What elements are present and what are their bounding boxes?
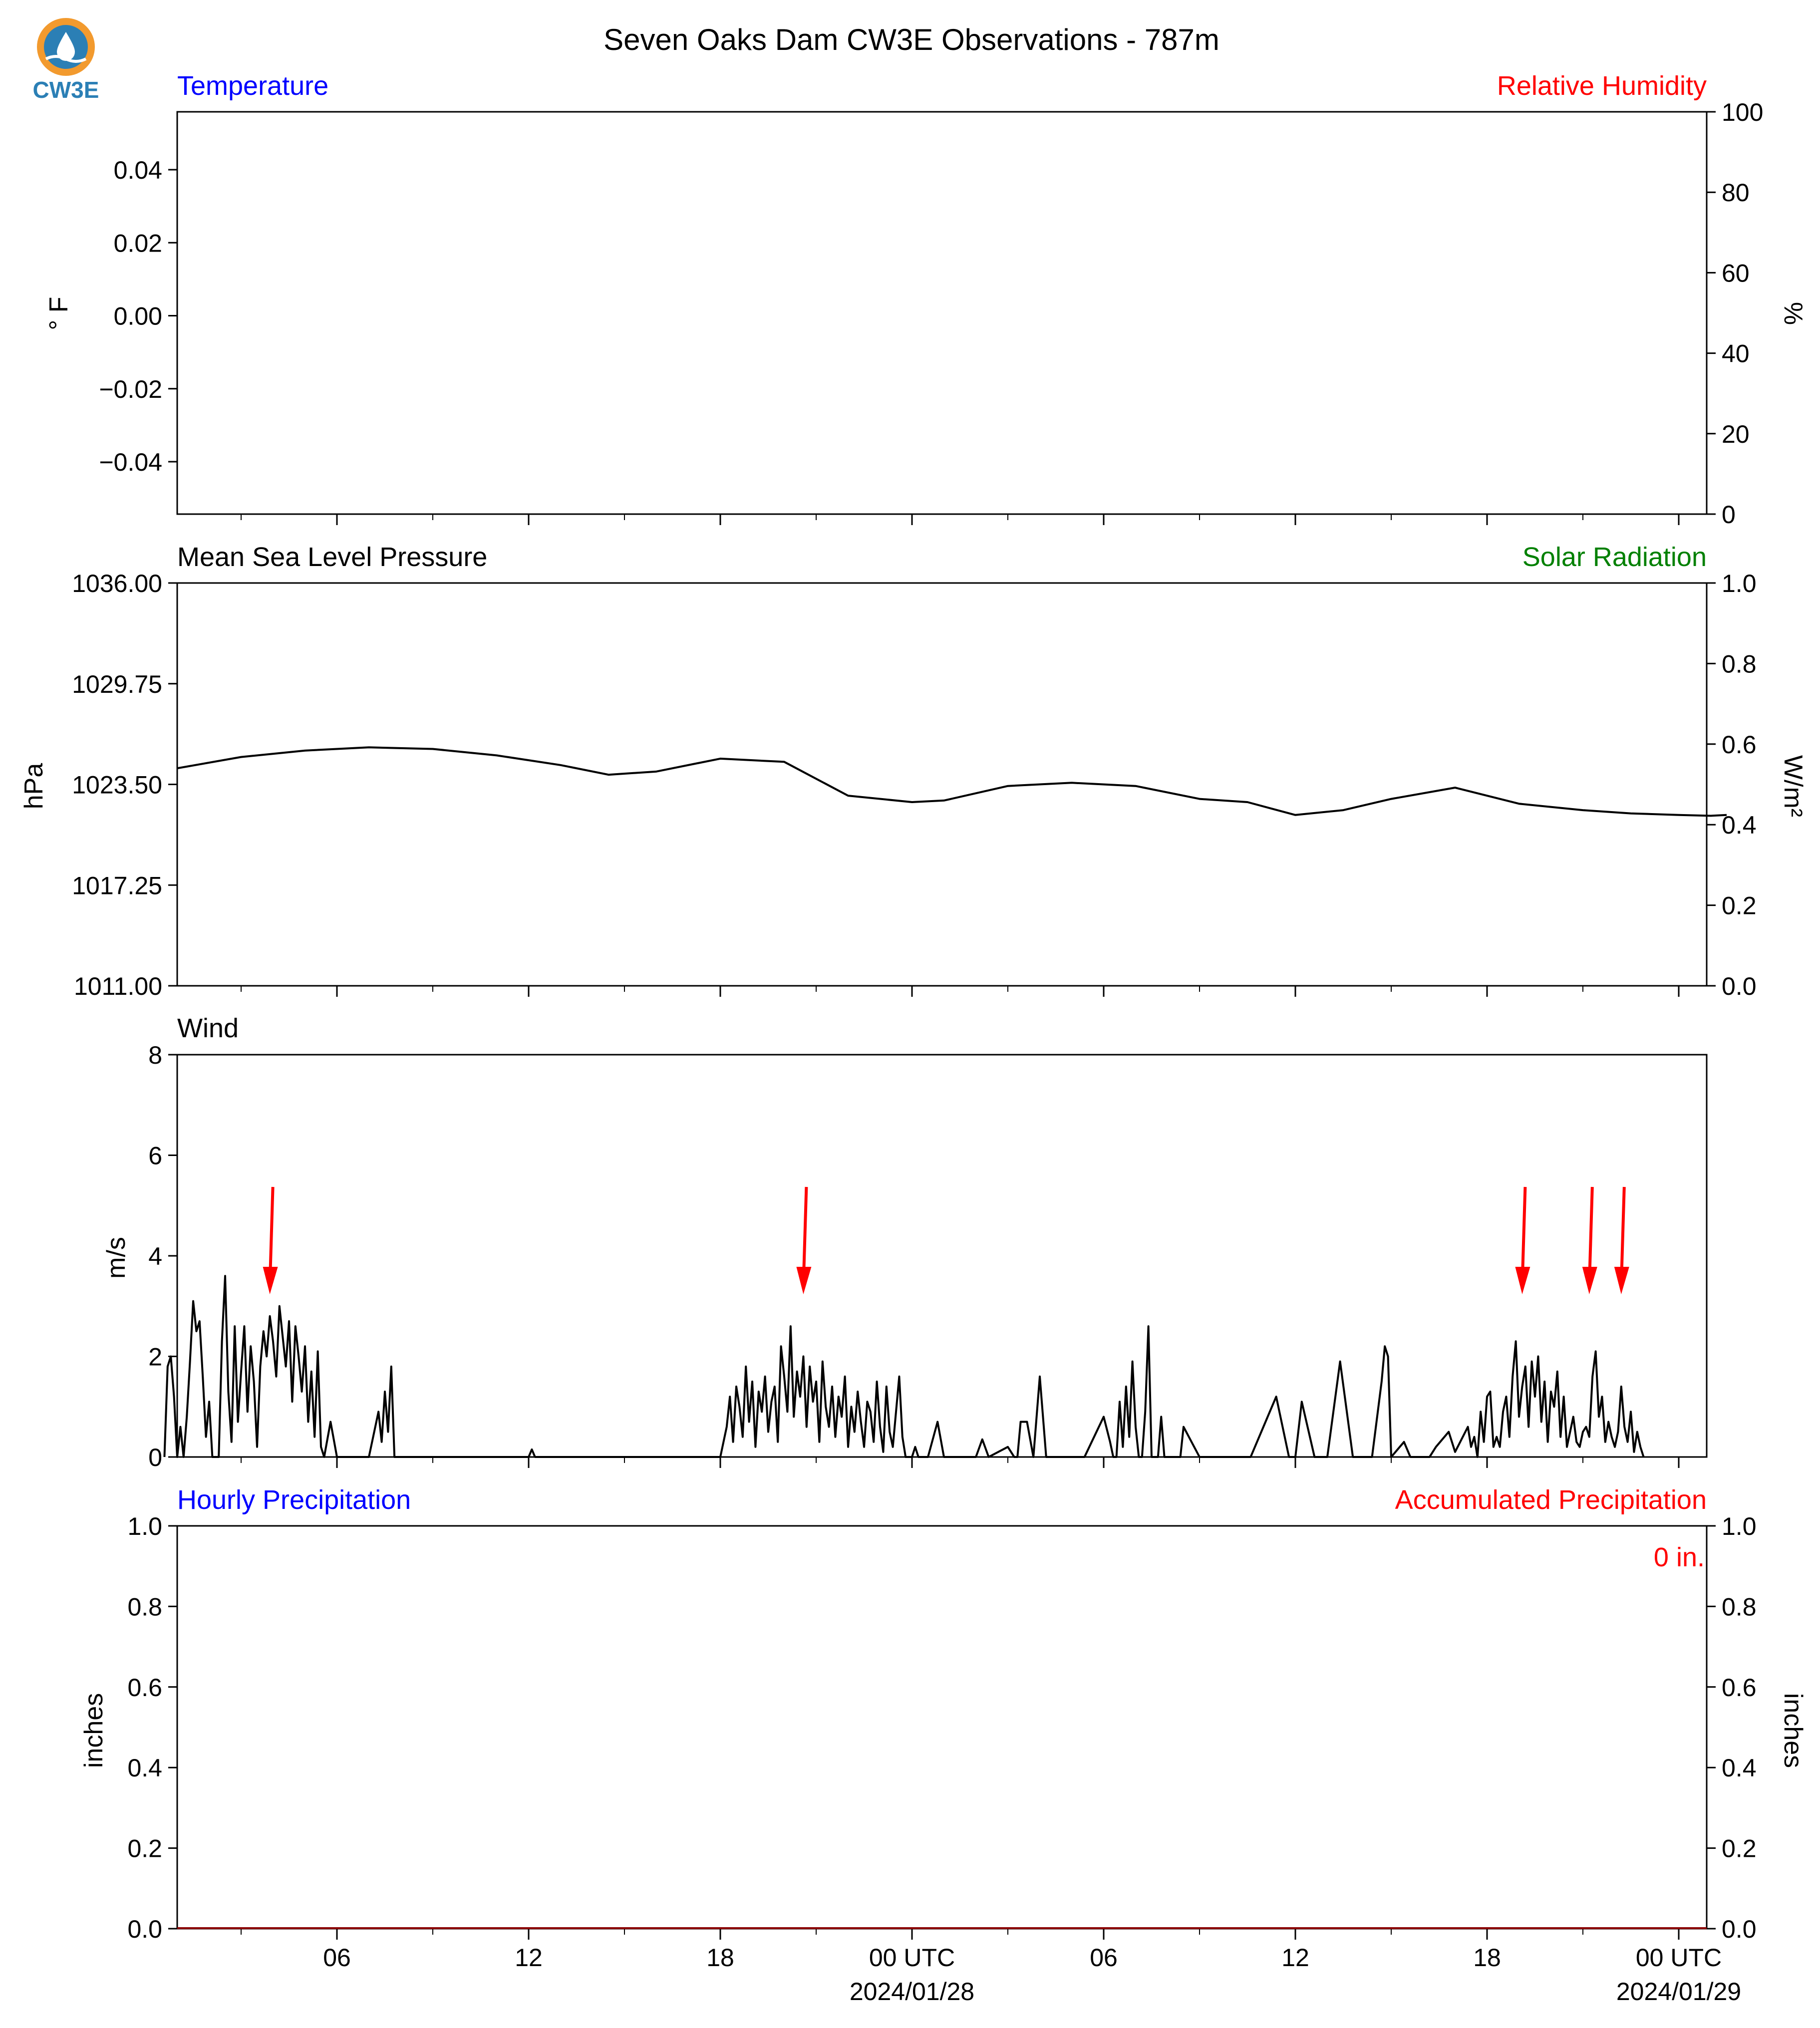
x-tick-label: 12	[515, 1944, 543, 1972]
y-right-tick-label: 80	[1722, 179, 1750, 207]
y-tick-label: 1011.00	[73, 972, 162, 1000]
x-tick-label: 00 UTC	[1635, 1944, 1722, 1972]
y-tick-label: −0.04	[99, 448, 162, 476]
y-right-tick-label: 0.4	[1722, 811, 1757, 840]
y-tick-label: 0.04	[113, 156, 162, 184]
hourly-precip-title: Hourly Precipitation	[177, 1485, 411, 1515]
logo-text: CW3E	[32, 77, 99, 103]
y-right-tick-label: 0.0	[1722, 1915, 1757, 1943]
wind-title: Wind	[177, 1013, 239, 1043]
y-tick-label: 1017.25	[72, 871, 162, 900]
red-arrow-shaft	[1590, 1187, 1592, 1269]
x-date-label: 2024/01/29	[1616, 1978, 1742, 2006]
red-arrow-shaft	[1522, 1187, 1525, 1269]
y-tick-label: 0.0	[127, 1915, 162, 1943]
x-tick-label: 18	[706, 1944, 734, 1972]
x-tick-label: 06	[1090, 1944, 1118, 1972]
plot-frame	[177, 112, 1707, 514]
y-tick-label: 8	[148, 1041, 162, 1069]
red-arrow-head-icon	[263, 1267, 278, 1294]
y-right-tick-label: 0.0	[1722, 972, 1757, 1000]
pressure-title: Mean Sea Level Pressure	[177, 542, 488, 572]
red-arrow-head-icon	[1614, 1267, 1629, 1294]
y-tick-label: 1036.00	[72, 570, 162, 597]
y-tick-label: 1029.75	[72, 670, 162, 698]
y-right-tick-label: 0.8	[1722, 1593, 1757, 1621]
pressure-solar-series-line	[177, 747, 1727, 816]
cw3e-logo	[33, 18, 99, 103]
figure-title: Seven Oaks Dam CW3E Observations - 787m	[604, 23, 1219, 56]
red-arrow-shaft	[804, 1187, 806, 1269]
y-right-tick-label: 0.6	[1722, 1673, 1757, 1702]
x-tick-label: 06	[323, 1944, 351, 1972]
y-tick-label: 0.4	[127, 1754, 162, 1782]
x-tick-label: 12	[1281, 1944, 1309, 1972]
precipitation-panel	[127, 1512, 1756, 1943]
plot-frame	[177, 1526, 1707, 1929]
red-arrow-head-icon	[1582, 1267, 1597, 1294]
y-tick-label: 0.8	[127, 1593, 162, 1621]
plot-frame	[177, 583, 1707, 986]
y-right-tick-label: 20	[1722, 420, 1750, 448]
y-right-tick-label: 0.2	[1722, 891, 1757, 920]
red-arrow-shaft	[1622, 1187, 1624, 1269]
y-right-tick-label: 0	[1722, 501, 1736, 529]
wind-panel	[148, 1041, 1707, 1471]
pressure-solar-panel	[72, 570, 1756, 1000]
red-arrow-head-icon	[796, 1267, 811, 1294]
y-tick-label: 0.00	[113, 302, 162, 330]
wind-series-line	[164, 1276, 1643, 1457]
y-tick-label: 6	[148, 1142, 162, 1170]
relative-humidity-title: Relative Humidity	[1497, 71, 1707, 101]
y-tick-label: 0	[148, 1444, 162, 1471]
solar-radiation-title: Solar Radiation	[1522, 542, 1707, 572]
y-tick-label: −0.02	[99, 375, 162, 403]
plot-frame	[177, 1055, 1707, 1457]
y-tick-label: 2	[148, 1343, 162, 1371]
y-right-tick-label: 100	[1722, 98, 1764, 126]
x-tick-label: 18	[1473, 1944, 1501, 1972]
y-tick-label: 0.2	[127, 1834, 162, 1863]
y-right-tick-label: 0.6	[1722, 730, 1757, 759]
red-arrow-shaft	[271, 1187, 273, 1269]
precip-axis-label: inches	[79, 1693, 108, 1768]
x-tick-label: 00 UTC	[869, 1944, 955, 1972]
y-tick-label: 0.02	[113, 229, 162, 258]
temperature-axis-label: ° F	[44, 296, 73, 330]
y-tick-label: 4	[148, 1242, 162, 1270]
accumulated-precip-title: Accumulated Precipitation	[1395, 1485, 1707, 1515]
x-axis-labels	[323, 1944, 1741, 2006]
y-right-tick-label: 0.2	[1722, 1834, 1757, 1863]
accum-precip-axis-label: inches	[1779, 1693, 1808, 1768]
humidity-axis-label: %	[1779, 301, 1808, 325]
pressure-axis-label: hPa	[19, 763, 48, 810]
y-tick-label: 0.6	[127, 1673, 162, 1702]
y-right-tick-label: 60	[1722, 259, 1750, 288]
red-arrow-head-icon	[1515, 1267, 1530, 1294]
y-right-tick-label: 40	[1722, 339, 1750, 368]
accumulated-precip-value: 0 in.	[1653, 1542, 1705, 1572]
y-right-tick-label: 1.0	[1722, 570, 1757, 597]
temperature-title: Temperature	[177, 71, 329, 101]
solar-axis-label: W/m²	[1779, 755, 1808, 818]
y-tick-label: 1.0	[127, 1512, 162, 1540]
x-date-label: 2024/01/28	[849, 1978, 975, 2006]
wind-axis-label: m/s	[102, 1237, 131, 1279]
y-tick-label: 1023.50	[72, 771, 162, 799]
y-right-tick-label: 0.8	[1722, 650, 1757, 678]
temperature-humidity-panel	[99, 98, 1763, 529]
y-right-tick-label: 1.0	[1722, 1512, 1757, 1540]
y-right-tick-label: 0.4	[1722, 1754, 1757, 1782]
